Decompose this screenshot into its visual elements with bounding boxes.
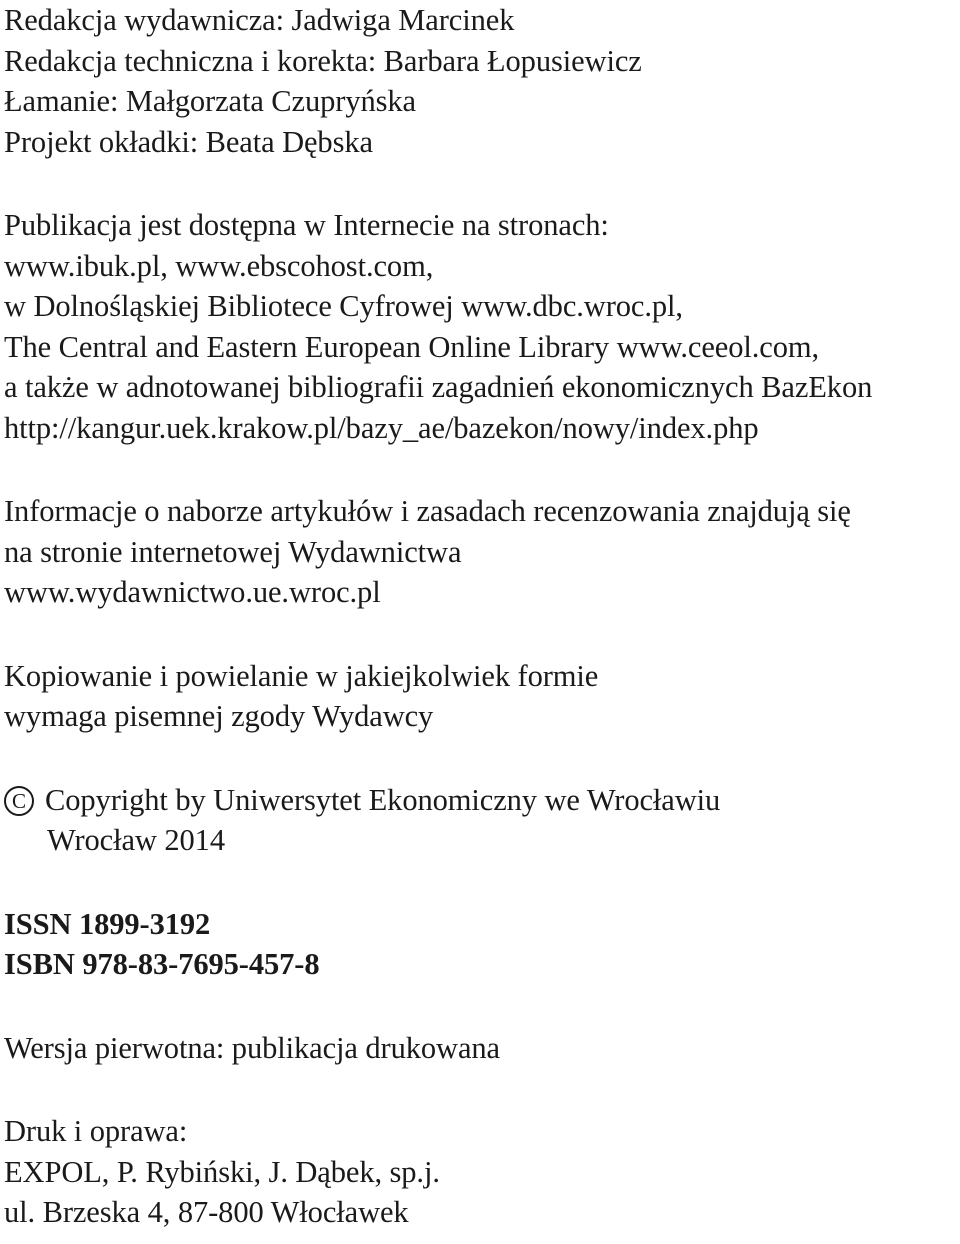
issn: ISSN 1899-3192	[4, 906, 211, 941]
review-info-line: Informacje o naborze artykułów i zasadach recenzowania znajdują się	[4, 494, 851, 528]
availability-line: Publikacja jest dostępna w Internecie na stronach:	[4, 208, 609, 242]
copying-section	[4, 656, 958, 737]
editorial-line: Łamanie: Małgorzata Czupryńska	[4, 84, 416, 118]
section-spacer	[4, 162, 958, 205]
availability-line: The Central and Eastern European Online Library www.ceeol.com,	[4, 329, 820, 364]
copying-line: Kopiowanie i powielanie w jakiejkolwiek formie	[4, 658, 599, 693]
printing-section	[4, 1111, 958, 1233]
copyright-row	[4, 780, 958, 821]
section-spacer	[4, 613, 958, 656]
section-spacer	[4, 737, 958, 780]
availability-line: w Dolnośląskiej Bibliotece Cyfrowej www.dbc.wroc.pl,	[4, 289, 683, 323]
section-spacer	[4, 985, 958, 1028]
editorial-line: Redakcja wydawnicza: Jadwiga Marcinek	[4, 3, 515, 37]
availability-section	[4, 205, 958, 448]
editorial-section	[4, 0, 958, 162]
printing-line: Druk i oprawa:	[4, 1114, 188, 1148]
availability-line: http://kangur.uek.krakow.pl/bazy_ae/bazekon/nowy/index.php	[4, 410, 759, 445]
printing-line: EXPOL, P. Rybiński, J. Dąbek, sp.j.	[4, 1154, 440, 1189]
review-info-line: www.wydawnictwo.ue.wroc.pl	[4, 575, 381, 609]
copyright-icon: C	[4, 786, 34, 816]
identifiers-section	[4, 904, 958, 985]
section-spacer	[4, 861, 958, 904]
version-section	[4, 1028, 958, 1069]
review-info-section	[4, 491, 958, 613]
availability-line: www.ibuk.pl, www.ebscohost.com,	[4, 248, 434, 283]
printing-line: ul. Brzeska 4, 87-800 Włocławek	[4, 1195, 409, 1229]
isbn: ISBN 978-83-7695-457-8	[4, 947, 320, 981]
imprint-page	[4, 0, 958, 1233]
editorial-line: Redakcja techniczna i korekta: Barbara Łopusiewicz	[4, 43, 642, 78]
copying-line: wymaga pisemnej zgody Wydawcy	[4, 699, 434, 733]
review-info-line: na stronie internetowej Wydawnictwa	[4, 534, 462, 569]
copyright-holder: Copyright by Uniwersytet Ekonomiczny we Wrocławiu	[45, 782, 721, 817]
copyright-place-year: Wrocław 2014	[47, 823, 225, 857]
availability-line: a także w adnotowanej bibliografii zagadnień ekonomicznych BazEkon	[4, 370, 873, 404]
copyright-section	[4, 780, 958, 861]
section-spacer	[4, 1068, 958, 1111]
section-spacer	[4, 448, 958, 491]
version-line: Wersja pierwotna: publikacja drukowana	[4, 1030, 500, 1065]
editorial-line: Projekt okładki: Beata Dębska	[4, 124, 373, 159]
